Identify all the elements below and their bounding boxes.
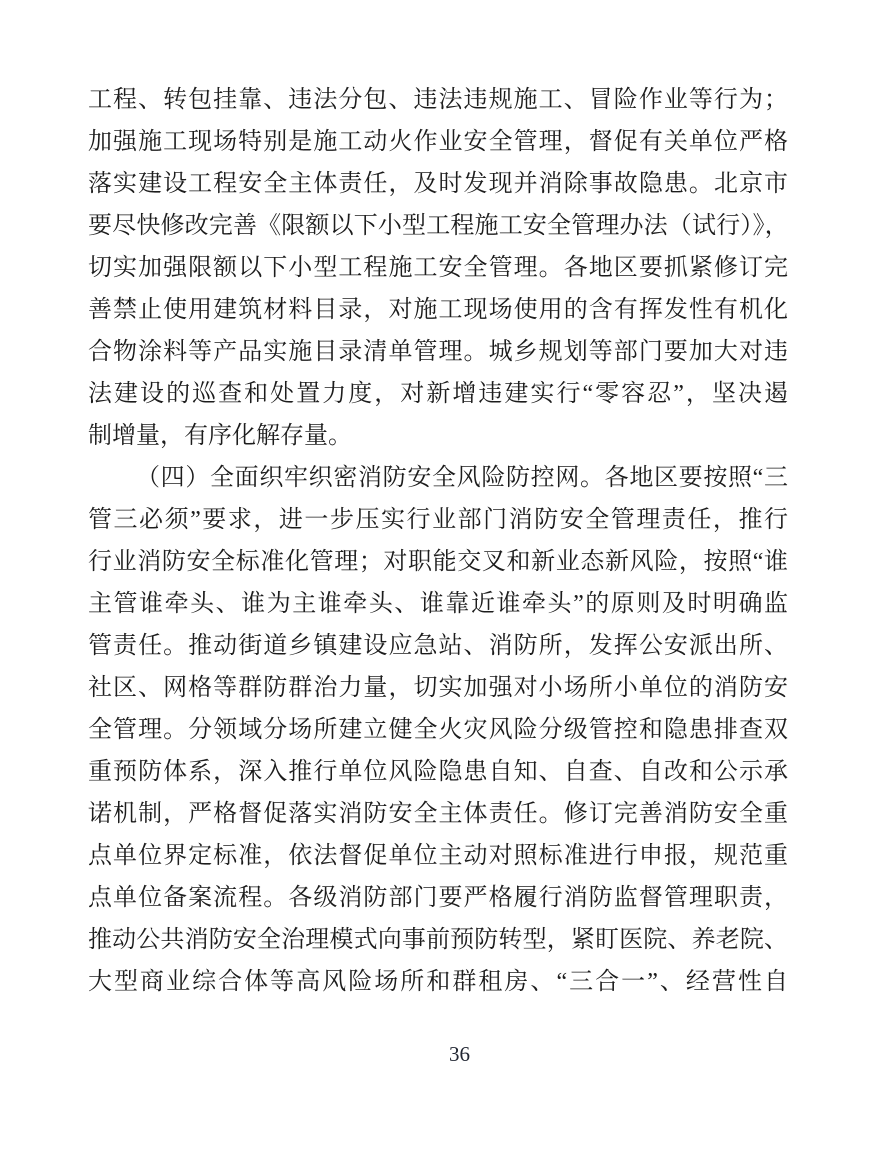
text-line: 合物涂料等产品实施目录清单管理。城乡规划等部门要加大对违 (88, 339, 788, 365)
text-line: 管三必须”要求，进一步压实行业部门消防安全管理责任，推行 (88, 507, 788, 533)
text-line: 推动公共消防安全治理模式向事前预防转型，紧盯医院、养老院、 (88, 927, 788, 953)
text-line: 加强施工现场特别是施工动火作业安全管理，督促有关单位严格 (88, 129, 788, 155)
text-line paragraph-end: 制增量，有序化解存量。 (88, 423, 352, 449)
text-line: 全管理。分领域分场所建立健全火灾风险分级管控和隐患排查双 (88, 717, 788, 743)
text-line: 行业消防安全标准化管理；对职能交叉和新业态新风险，按照“谁 (88, 549, 788, 575)
document-text-block (88, 79, 788, 1003)
text-line: 点单位备案流程。各级消防部门要严格履行消防监督管理职责， (88, 885, 788, 911)
text-line paragraph-start: （四）全面织牢织密消防安全风险防控网。各地区要按照“三 (136, 465, 788, 491)
text-line: 主管谁牵头、谁为主谁牵头、谁靠近谁牵头”的原则及时明确监 (88, 591, 788, 617)
text-line: 善禁止使用建筑材料目录，对施工现场使用的含有挥发性有机化 (88, 297, 788, 323)
text-line: 点单位界定标准，依法督促单位主动对照标准进行申报，规范重 (88, 843, 788, 869)
text-line: 切实加强限额以下小型工程施工安全管理。各地区要抓紧修订完 (88, 255, 788, 281)
page-number: 36 (449, 1042, 470, 1066)
text-line: 重预防体系，深入推行单位风险隐患自知、自查、自改和公示承 (88, 759, 788, 785)
text-line: 要尽快修改完善《限额以下小型工程施工安全管理办法（试行）》， (88, 213, 788, 239)
text-line: 工程、转包挂靠、违法分包、违法违规施工、冒险作业等行为； (88, 87, 788, 113)
text-line: 大型商业综合体等高风险场所和群租房、“三合一”、经营性自 (88, 969, 788, 995)
text-line: 法建设的巡查和处置力度，对新增违建实行“零容忍”，坚决遏 (88, 381, 788, 407)
text-line: 落实建设工程安全主体责任，及时发现并消除事故隐患。北京市 (88, 171, 788, 197)
text-line: 社区、网格等群防群治力量，切实加强对小场所小单位的消防安 (88, 675, 788, 701)
text-line: 诺机制，严格督促落实消防安全主体责任。修订完善消防安全重 (88, 801, 788, 827)
text-line: 管责任。推动街道乡镇建设应急站、消防所，发挥公安派出所、 (88, 633, 788, 659)
